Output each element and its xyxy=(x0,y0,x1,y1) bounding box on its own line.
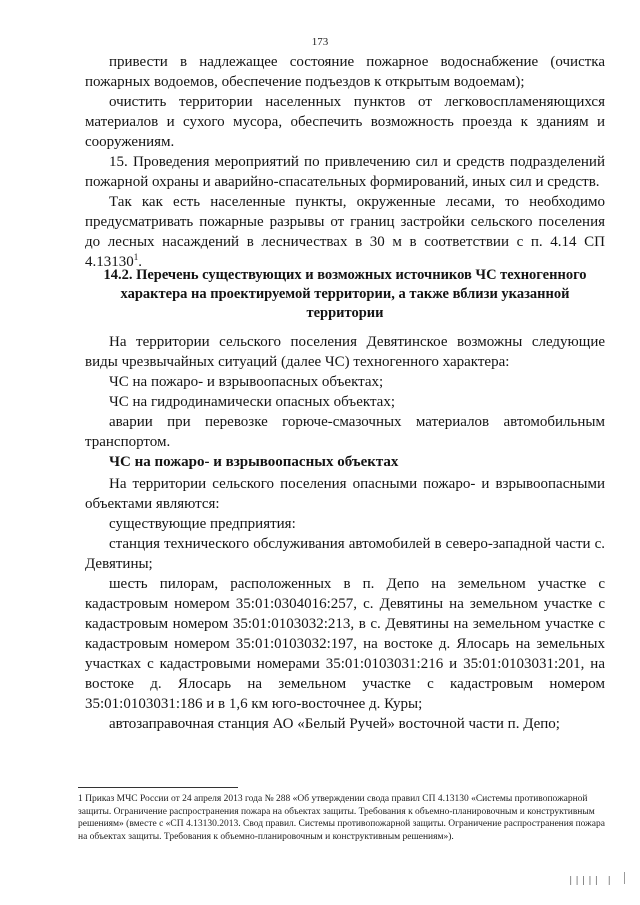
list-item: ЧС на пожаро- и взрывоопасных объектах; xyxy=(109,374,384,390)
paragraph-text: Так как есть населенные пункты, окруженные лесами, то необходимо предусматривать пожарные разрывы от границ застройки сельского поселения до лесных насаждений в лесничествах в 30 м в соответствии с п. 4.14 СП 4.13130 xyxy=(85,194,605,270)
top-text-block xyxy=(85,52,605,272)
footnote: 1 Приказ МЧС России от 24 апреля 2013 года № 288 «Об утверждении свода правил СП 4.13130 «Системы противопожарной защиты. Ограничение распространения пожара на объектах защиты. Требования к объемно-планировочным и конструктивным решениям» (вместе с «СП 4.13130.2013. Свод правил. Системы противопожарной защиты. Ограничение распространения пожара на объектах защиты. Требования к объемно-планировочным и конструктивным решениям»). xyxy=(78,794,605,842)
footnote-ref: 1 xyxy=(133,252,139,262)
paragraph: На территории сельского поселения опасными пожаро- и взрывоопасными объектами являются: xyxy=(85,476,605,512)
paragraph: шесть пилорам, расположенных в п. Депо на земельном участке с кадастровым номером 35:01:0304016:257, с. Девятины на земельном участке с кадастровым номером 35:01:0103032:213, в с. Девятины на земельном участке с кадастровым номером 35:01:0103032:197, на востоке д. Ялосарь на земельных участках с кадастровыми номерами 35:01:0103031:216 и 35:01:0103031:201, на востоке д. Ялосарь на земельном участке с кадастровым номером 35:01:0103031:186 и в 1,6 км юго-восточнее д. Куры; xyxy=(85,576,605,712)
paragraph-with-footnote: Так как есть населенные пункты, окруженные лесами, то необходимо предусматривать пожарные разрывы от границ застройки сельского поселения до лесных насаждений в лесничествах в 30 м в соответствии с п. 4.14 СП 4.13130$^1$. xyxy=(85,194,605,270)
section-body xyxy=(85,332,605,734)
section-heading: 14.2. Перечень существующих и возможных источников ЧС техногенного характера на проектируемой территории, а также вблизи указанной территории xyxy=(103,267,587,321)
footnote-divider xyxy=(78,787,238,788)
paragraph: 15. Проведения мероприятий по привлечению сил и средств подразделений пожарной охраны и аварийно-спасательных формирований, иных сил и средств. xyxy=(85,154,605,190)
page-number: 173 xyxy=(311,36,329,48)
list-item: аварии при перевозке горюче-смазочных материалов автомобильным транспортом. xyxy=(85,414,605,450)
paragraph: автозаправочная станция АО «Белый Ручей» восточной части п. Депо; xyxy=(109,716,560,732)
paragraph: станция технического обслуживания автомобилей в северо-западной части с. Девятины; xyxy=(85,536,605,572)
edge-mark xyxy=(624,872,625,884)
paragraph: привести в надлежащее состояние пожарное водоснабжение (очистка пожарных водоемов, обеспечение подъездов к открытым водоемам); xyxy=(85,54,605,90)
paragraph: очистить территории населенных пунктов от легковоспламеняющихся материалов и сухого мусора, обеспечить возможность проезда к зданиям и сооружениям. xyxy=(85,94,605,150)
list-item: ЧС на гидродинамически опасных объектах; xyxy=(109,394,396,410)
scan-mark: ||||| | xyxy=(568,876,613,886)
paragraph: существующие предприятия: xyxy=(109,516,296,532)
intro-paragraph: На территории сельского поселения Девятинское возможны следующие виды чрезвычайных ситуаций (далее ЧС) техногенного характера: xyxy=(85,334,605,370)
subheading: ЧС на пожаро- и взрывоопасных объектах xyxy=(109,454,399,470)
